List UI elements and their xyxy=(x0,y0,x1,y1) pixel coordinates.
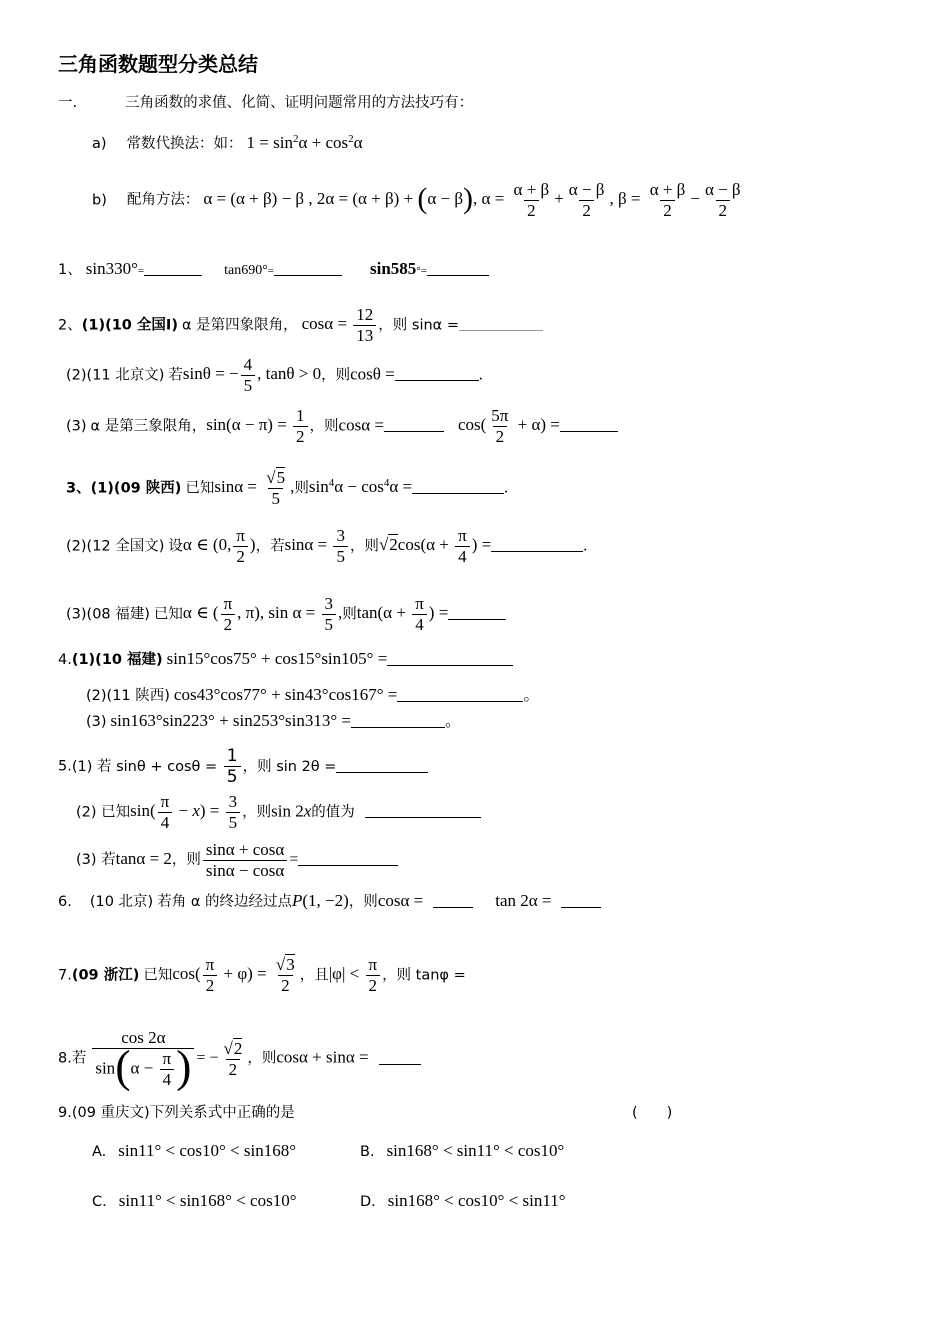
answer-blank[interactable] xyxy=(365,801,481,818)
question-text: α 是第四象限角， xyxy=(181,317,298,334)
question-5-part-3: (3) 若tanα = 2，则 $\frac{\sin\alpha + \cos\alpha}{\sin\alpha - \cos\alpha}$ = xyxy=(76,840,398,881)
answer-blank[interactable] xyxy=(384,415,444,432)
answer-blank[interactable] xyxy=(561,891,601,908)
answer-blank[interactable] xyxy=(560,415,618,432)
q1-item-2: tan690° xyxy=(224,263,268,278)
question-source-tag: (3) xyxy=(66,418,87,435)
question-7: 7.(09 浙江) 已知cos( $\frac{\pi}{2}$ + φ) = $\frac{√3}{2}$ ，且|φ| < $\frac{\pi}{2}$ ，则 tanφ = xyxy=(58,955,466,995)
answer-blank[interactable] xyxy=(144,259,202,276)
question-source-tag: (09 重庆文) xyxy=(71,1105,150,1121)
answer-blank[interactable] xyxy=(387,649,513,666)
method-a-text: 常数代换法：如： xyxy=(126,136,243,152)
option-a[interactable] xyxy=(92,1140,296,1163)
answer-blank[interactable] xyxy=(351,711,445,728)
q1-item-1: sin330° xyxy=(85,259,138,278)
method-b-text: 配角方法： xyxy=(126,192,200,209)
option-label: A. xyxy=(92,1144,107,1160)
section-number: 一. xyxy=(58,95,78,111)
question-9 xyxy=(58,1102,295,1124)
question-source-tag: (2)(11 陕西) xyxy=(86,688,170,704)
answer-blank[interactable] xyxy=(379,1048,421,1065)
method-a-formula: $1 = \sin^2\alpha + \cos^2\alpha$ xyxy=(246,133,363,152)
question-text: sin15°cos75° + cos15°sin105° = xyxy=(166,649,388,668)
question-number: 5. xyxy=(58,758,72,775)
question-text: cos43°cos77° + sin43°cos167° = xyxy=(173,685,398,704)
answer-blank[interactable] xyxy=(274,259,342,276)
answer-blank[interactable] xyxy=(412,477,504,494)
answer-blank[interactable] xyxy=(433,891,473,908)
question-number: 8. xyxy=(58,1050,72,1067)
question-2-part-2: (2)(11 北京文) 若sinθ = − $\frac{4}{5}$ , tanθ > 0，则cosθ = . xyxy=(66,355,483,395)
question-source-tag: (09 浙江) xyxy=(71,967,140,984)
section-text: 三角函数的求值、化简、证明问题常用的方法技巧有： xyxy=(125,95,474,111)
question-number: 1、 xyxy=(58,262,82,278)
question-2-part-3: (3) α 是第三象限角，sin(α − π) = $\frac{1}{2}$ ，则cosα = cos( $\frac{5\pi}{2}$ + α) = xyxy=(66,406,618,447)
question-3-part-2: (2)(12 全国文) 设α ∈ (0, $\frac{\pi}{2}$ )，若sinα = $\frac{3}{5}$ ，则√2cos(α + $\frac{\pi}{4}$ ) = . xyxy=(66,526,588,566)
page-title: 三角函数题型分类总结 xyxy=(58,52,258,76)
method-b xyxy=(92,180,746,221)
answer-blank[interactable] xyxy=(336,756,428,773)
question-8: 8.若 cos 2α sin(α − $\frac{\pi}{4}$ ) = − $\frac{√2}{2}$ ，则cosα + sinα = xyxy=(58,1028,421,1090)
question-number: 7. xyxy=(58,967,72,984)
question-source-tag: (3) xyxy=(86,714,107,730)
q1-item-3: sin585 xyxy=(370,259,417,278)
question-source-tag: (2)(12 全国文) xyxy=(66,538,165,555)
question-4-part-2: (2)(11 陕西) cos43°cos77° + sin43°cos167° = 。 xyxy=(86,685,540,704)
question-5-part-1: 5.(1) 若 sinθ + cosθ = $\frac{1}{5}$ ，则 sin 2θ = xyxy=(58,746,428,787)
option-text: sin11° < cos10° < sin168° xyxy=(118,1141,297,1160)
question-text: 下列关系式中正确的是 xyxy=(149,1105,295,1121)
question-source-tag: (10 北京) xyxy=(89,894,154,910)
option-label: D. xyxy=(360,1194,376,1210)
method-a-label: a) xyxy=(92,136,107,152)
question-source-tag: (3)(08 福建) xyxy=(66,606,150,623)
question-1: 1、 sin330°= tan690°= sin585°= xyxy=(58,258,489,282)
method-a xyxy=(92,132,363,156)
question-5-part-2: (2) 已知sin( $\frac{\pi}{4}$ − x) = $\frac{3}{5}$ ，则sin 2x的值为 xyxy=(76,792,481,833)
question-number: 6. xyxy=(58,894,72,910)
answer-blank[interactable] xyxy=(397,685,523,702)
option-label: C. xyxy=(92,1194,107,1210)
answer-blank[interactable] xyxy=(298,849,398,866)
answer-paren[interactable]: ( ) xyxy=(632,1105,673,1121)
option-label: B. xyxy=(360,1144,375,1160)
option-text: sin168° < cos10° < sin11° xyxy=(387,1191,566,1210)
question-source-tag: (2)(11 北京文) xyxy=(66,367,165,384)
question-2-part-1: 2、(1)(10 全国Ⅰ) α 是第四象限角， cosα = $\frac{12}{13}$ ，则 sinα = xyxy=(58,305,543,346)
question-number: 9. xyxy=(58,1105,72,1121)
method-b-formula: α = (α + β) − β , 2α = (α + β) + (α − β), α = $\frac{\alpha + \beta}{2}$ + $\frac{\alpha - \beta}{2}$ , β = $\frac{\alpha + \beta}{2}$ − $\frac{\alpha - \beta}{2}$ xyxy=(203,180,741,220)
question-number: 2、 xyxy=(58,317,82,334)
question-number: 4. xyxy=(58,652,72,668)
option-text: sin168° < sin11° < cos10° xyxy=(386,1141,565,1160)
option-c[interactable] xyxy=(92,1190,297,1213)
q2-p1-condition: cosα = $\frac{12}{13}$ xyxy=(302,314,379,333)
method-b-label: b) xyxy=(92,192,107,209)
answer-blank[interactable] xyxy=(459,314,543,331)
option-b[interactable] xyxy=(360,1140,564,1163)
option-d[interactable] xyxy=(360,1190,566,1213)
question-source-tag: (1)(09 陕西) xyxy=(90,480,182,497)
question-3-part-3: (3)(08 福建) 已知α ∈ ( $\frac{\pi}{2}$ , π), sin α = $\frac{3}{5}$ ,则tan(α + $\frac{\pi}{4}$ ) = xyxy=(66,594,506,635)
answer-blank[interactable] xyxy=(491,535,583,552)
answer-blank[interactable] xyxy=(395,364,479,381)
question-4-part-3: (3) sin163°sin223° + sin253°sin313° = 。 xyxy=(86,711,462,730)
answer-blank[interactable] xyxy=(427,259,489,276)
question-6: 6. (10 北京) 若角 α 的终边经过点P(1, −2)，则cosα = tan 2α = xyxy=(58,890,601,913)
question-source-tag: (1)(10 全国Ⅰ) xyxy=(81,317,178,334)
option-text: sin11° < sin168° < cos10° xyxy=(118,1191,297,1210)
question-number: 3、 xyxy=(66,480,91,497)
question-text: sin163°sin223° + sin253°sin313° = xyxy=(110,711,352,730)
answer-blank[interactable] xyxy=(448,603,506,620)
question-source-tag: (1)(10 福建) xyxy=(71,652,163,668)
question-4-part-1 xyxy=(58,648,513,671)
section-1-heading xyxy=(58,92,473,114)
question-3-part-1: 3、(1)(09 陕西) 已知sinα = $\frac{√5}{5}$ ,则$\sin^4\alpha - \cos^4\alpha$ = . xyxy=(66,468,509,508)
